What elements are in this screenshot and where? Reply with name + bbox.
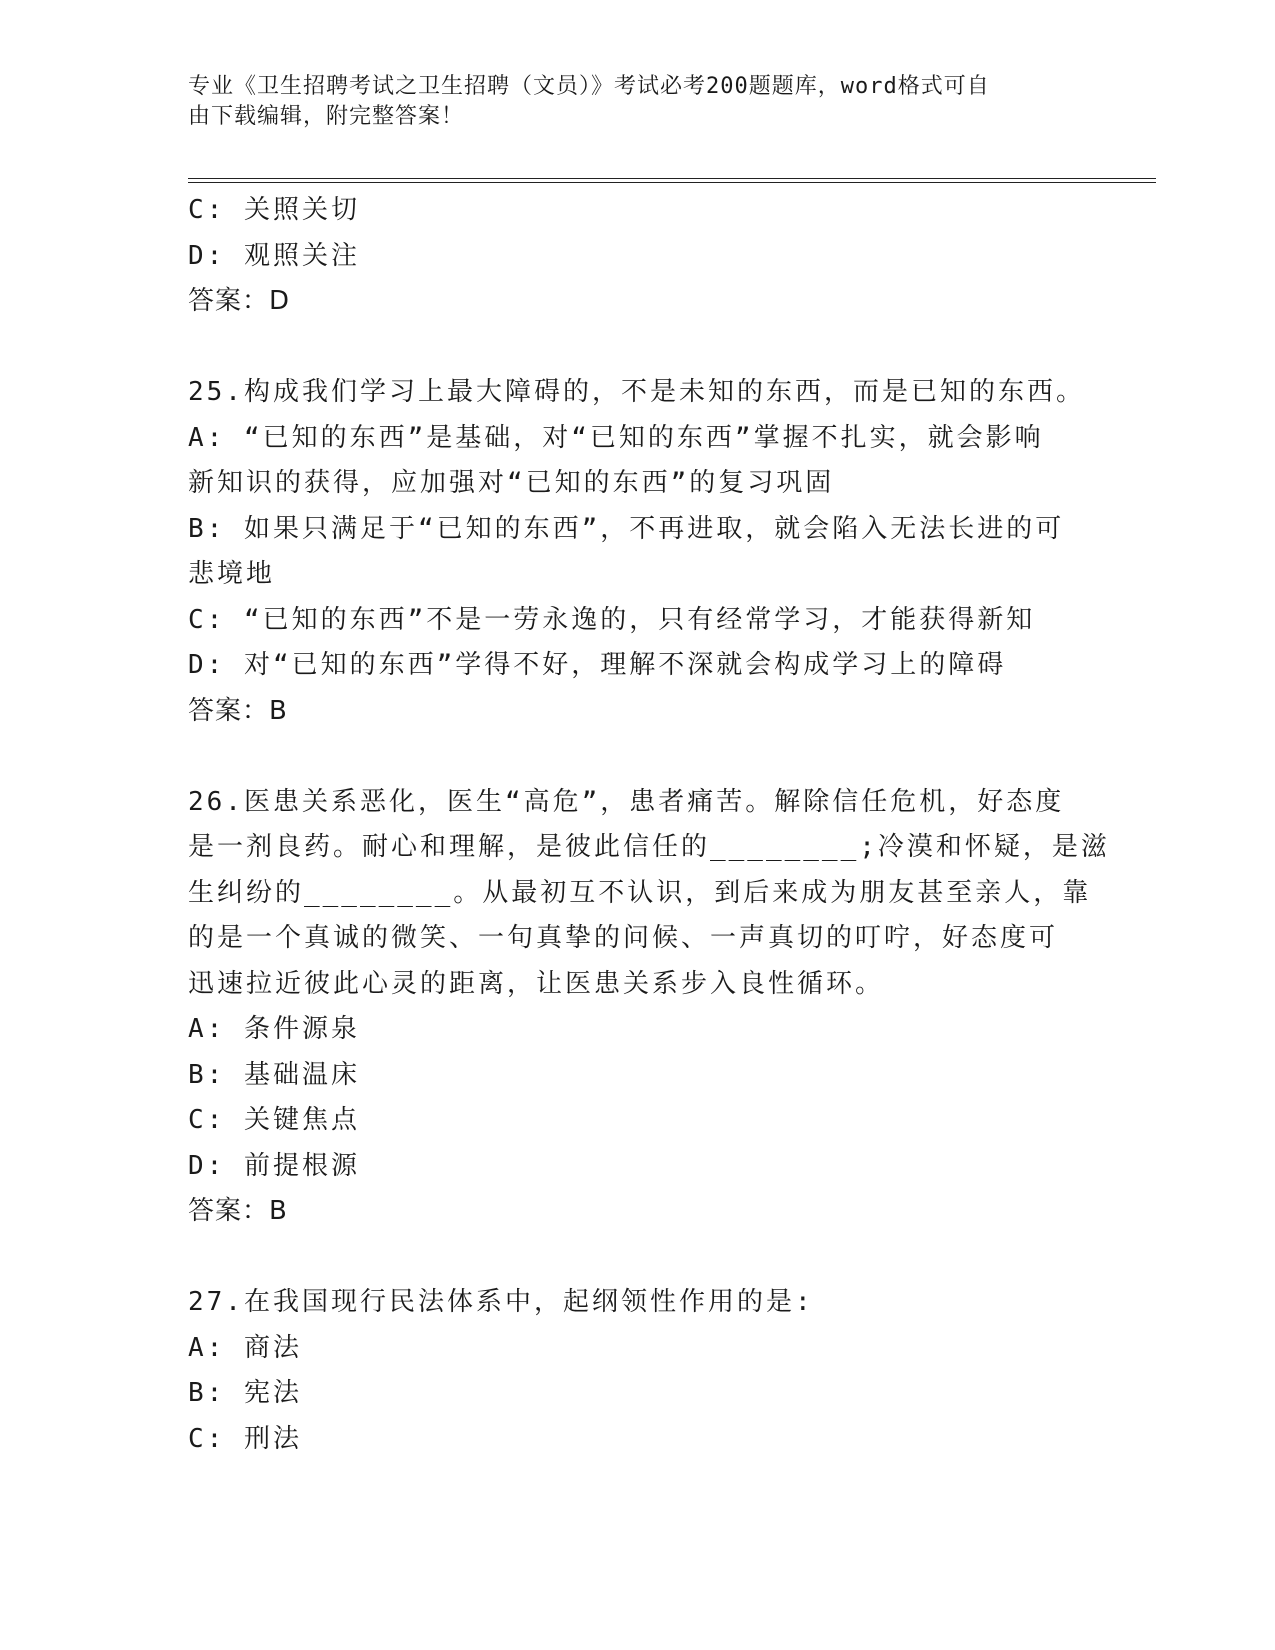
question-stem: 25.构成我们学习上最大障碍的，不是未知的东西，而是已知的东西。 [188,377,1085,407]
option-c: C: 刑法 [188,1423,302,1454]
question-stem-line-2: 是一剂良药。耐心和理解，是彼此信任的________;冷漠和怀疑，是滋 [188,832,1110,862]
option-a-line-2: 新知识的获得，应加强对“已知的东西”的复习巩固 [188,468,835,498]
document-header [188,72,1088,132]
option-b: B: 宪法 [188,1378,302,1408]
option-b: B: 基础温床 [188,1059,360,1090]
answer-line: 答案：B [188,1196,288,1226]
option-a: A: 商法 [188,1332,302,1363]
header-line-1: 专业《卫生招聘考试之卫生招聘（文员）》考试必考200题题库，word格式可自 [188,74,990,99]
document-body [188,188,1110,1462]
question-stem-line-3: 生纠纷的________。从最初互不认识，到后来成为朋友甚至亲人，靠 [188,877,1092,908]
answer-line: 答案：B [188,695,288,726]
option-d: D: 对“已知的东西”学得不好，理解不深就会构成学习上的障碍 [188,650,1007,680]
option-b-line-2: 悲境地 [188,559,276,589]
option-c: C: “已知的东西”不是一劳永逸的，只有经常学习，才能获得新知 [188,604,1036,635]
question-25 [188,370,1088,734]
option-d: D: 观照关注 [188,240,360,271]
header-rule-bottom [188,182,1156,183]
question-24-tail [188,188,1088,325]
option-c: C: 关照关切 [188,195,360,225]
option-c: C: 关键焦点 [188,1105,360,1135]
question-stem-line-1: 26.医患关系恶化，医生“高危”，患者痛苦。解除信任危机，好态度 [188,786,1065,817]
spacer [188,325,1088,371]
option-a: A: 条件源泉 [188,1014,360,1044]
option-d: D: 前提根源 [188,1150,360,1181]
header-line-2: 由下载编辑，附完整答案！ [188,104,465,129]
header-rule-top [188,178,1156,179]
answer-line: 答案：D [188,286,291,316]
question-stem: 27.在我国现行民法体系中，起纲领性作用的是: [188,1287,814,1317]
question-stem-line-4: 的是一个真诚的微笑、一句真挚的问候、一声真切的叮咛，好态度可 [188,923,1059,953]
option-a-line-1: A: “已知的东西”是基础，对“已知的东西”掌握不扎实，就会影响 [188,422,1044,453]
question-27 [188,1280,1088,1462]
question-26 [188,780,1110,1235]
spacer [188,1235,1088,1281]
question-stem-line-5: 迅速拉近彼此心灵的距离，让医患关系步入良性循环。 [188,968,885,999]
option-b-line-1: B: 如果只满足于“已知的东西”，不再进取，就会陷入无法长进的可 [188,513,1065,544]
spacer [188,734,1088,780]
